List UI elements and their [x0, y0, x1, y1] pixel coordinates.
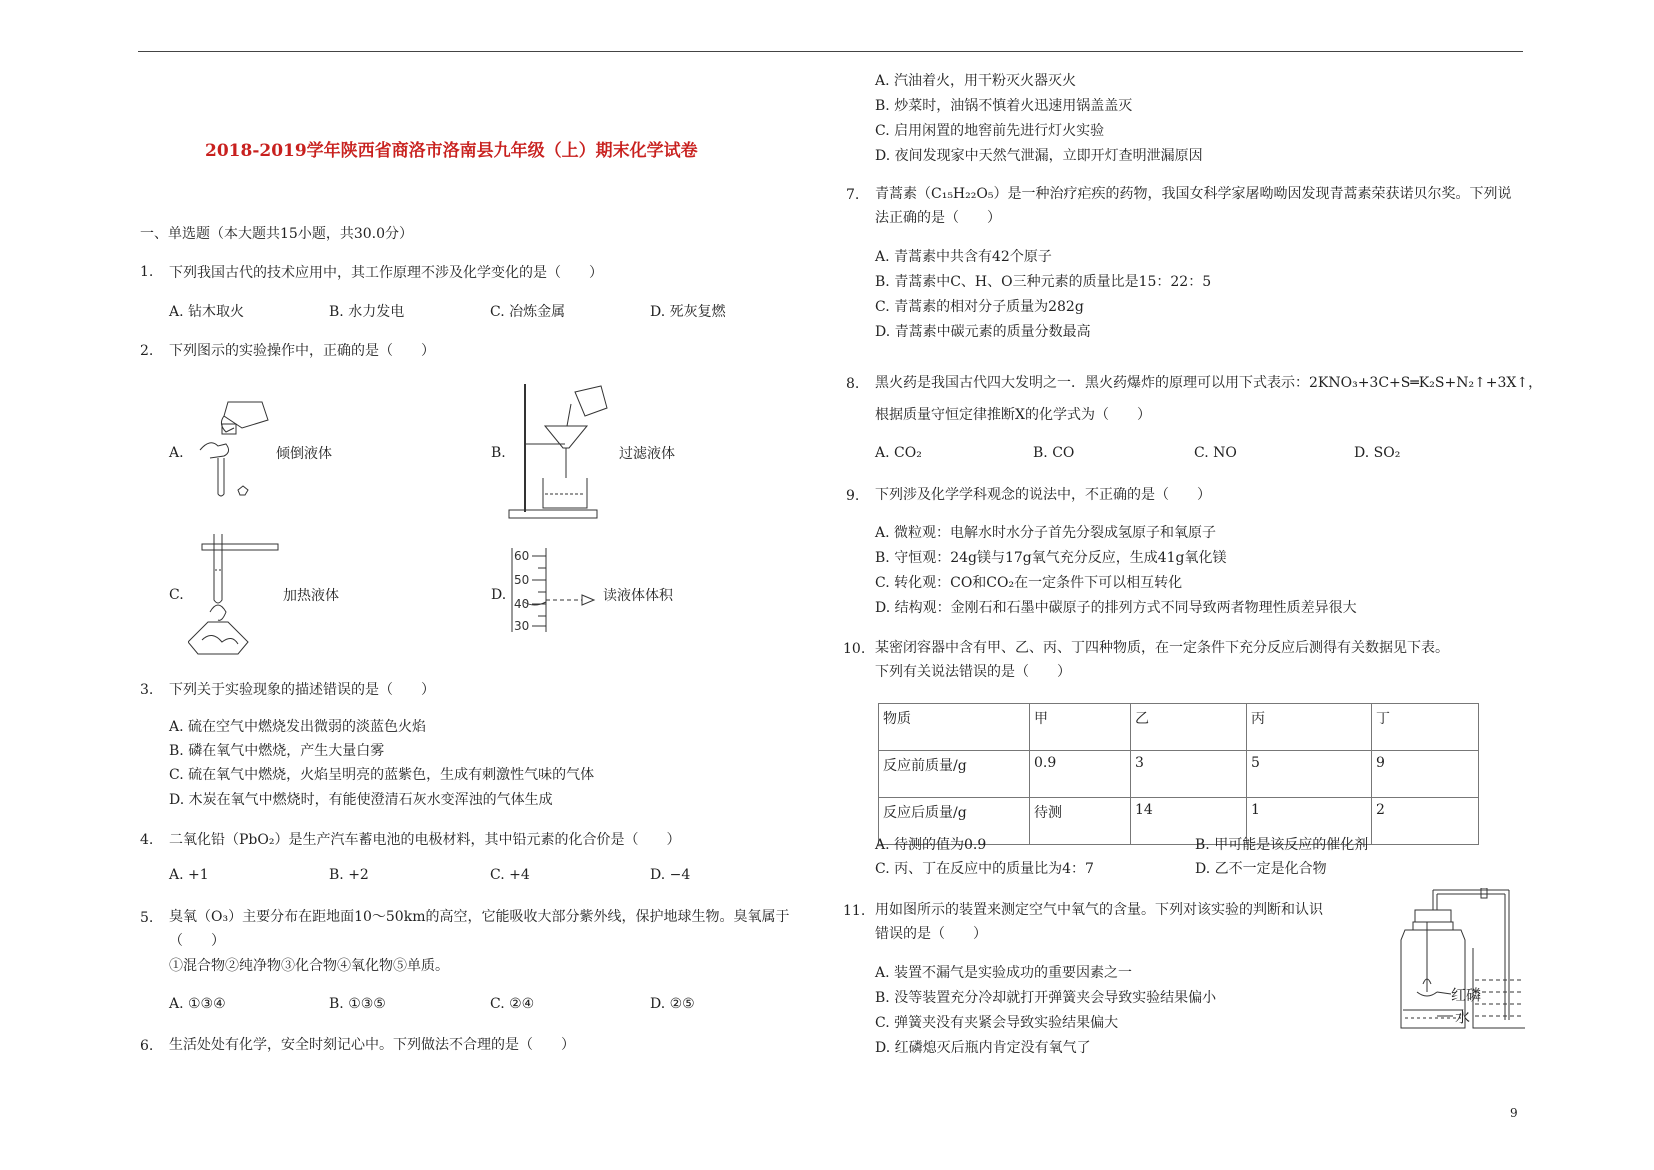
- q8-option-a: A. CO₂: [875, 445, 922, 461]
- tick-label-60: 60: [514, 549, 530, 563]
- q5-number: 5.: [140, 910, 154, 926]
- page-title: 2018-2019学年陕西省商洛市洛南县九年级（上）期末化学试卷: [205, 141, 698, 161]
- q3-option-c: C. 硫在氧气中燃烧，火焰呈明亮的蓝紫色，生成有刺激性气味的气体: [169, 767, 595, 783]
- table-cell: 乙: [1131, 704, 1247, 751]
- q10-option-b: B. 甲可能是该反应的催化剂: [1195, 837, 1369, 853]
- q11-option-c: C. 弹簧夹没有夹紧会导致实验结果偏大: [875, 1015, 1119, 1031]
- q3-option-d: D. 木炭在氧气中燃烧时，有能使澄清石灰水变浑浊的气体生成: [169, 792, 553, 808]
- red-phosphorus-label: 红磷: [1451, 986, 1482, 1004]
- q8-option-d: D. SO₂: [1354, 445, 1401, 461]
- water-label: 水: [1455, 1008, 1471, 1026]
- q2-a-letter: A.: [169, 445, 184, 461]
- q7-option-c: C. 青蒿素的相对分子质量为282g: [875, 299, 1084, 315]
- q4-option-b: B. +2: [329, 867, 369, 883]
- q9-number: 9.: [846, 488, 860, 504]
- filter-figure: [505, 382, 620, 522]
- table-row: [879, 704, 1479, 751]
- q3-number: 3.: [140, 682, 154, 698]
- q11-option-a: A. 装置不漏气是实验成功的重要因素之一: [875, 965, 1133, 981]
- q10-option-a: A. 待测的值为0.9: [875, 837, 987, 853]
- top-rule: [138, 51, 1523, 52]
- q9-option-d: D. 结构观：金刚石和石墨中碳原子的排列方式不同导致两者物理性质差异很大: [875, 600, 1357, 616]
- q8-stem: 黑火药是我国古代四大发明之一．黑火药爆炸的原理可以用下式表示：2KNO₃+3C+S═K₂S+N₂↑+3X↑，: [875, 375, 1543, 391]
- table-cell: 甲: [1030, 704, 1131, 751]
- q9-stem: 下列涉及化学学科观念的说法中，不正确的是（ ）: [875, 487, 1211, 503]
- table-cell: 反应前质量/g: [879, 751, 1030, 798]
- q4-option-a: A. +1: [169, 867, 209, 883]
- heat-liquid-figure: [188, 530, 288, 658]
- table-cell: 2: [1372, 798, 1479, 845]
- q2-stem: 下列图示的实验操作中，正确的是（ ）: [169, 343, 435, 359]
- q7-stem-cont: 法正确的是（ ）: [875, 210, 1001, 226]
- table-cell: 物质: [879, 704, 1030, 751]
- q7-option-b: B. 青蒿素中C、H、O三种元素的质量比是15：22：5: [875, 274, 1212, 290]
- q7-option-a: A. 青蒿素中共含有42个原子: [875, 249, 1052, 265]
- q6-option-c: C. 启用闲置的地窖前先进行灯火实验: [875, 123, 1105, 139]
- q1-option-c: C. 冶炼金属: [490, 304, 566, 320]
- q2-d-letter: D.: [491, 587, 507, 603]
- q11-option-d: D. 红磷熄灭后瓶内肯定没有氧气了: [875, 1040, 1091, 1056]
- q3-option-b: B. 磷在氧气中燃烧，产生大量白雾: [169, 743, 385, 759]
- q1-stem: 下列我国古代的技术应用中，其工作原理不涉及化学变化的是（ ）: [169, 265, 603, 281]
- table-cell: 反应后质量/g: [879, 798, 1030, 845]
- q11-stem-cont: 错误的是（ ）: [875, 926, 987, 942]
- q2-b-label: 过滤液体: [619, 446, 675, 462]
- read-volume-figure: [510, 548, 610, 634]
- tick-label-30: 30: [514, 619, 530, 633]
- q2-c-letter: C.: [169, 587, 184, 603]
- q6-stem: 生活处处有化学，安全时刻记心中。下列做法不合理的是（ ）: [169, 1037, 575, 1053]
- q2-a-label: 倾倒液体: [276, 446, 332, 462]
- oxygen-apparatus-figure: [1365, 888, 1525, 1038]
- q1-option-b: B. 水力发电: [329, 304, 405, 320]
- q7-number: 7.: [846, 187, 860, 203]
- pour-liquid-figure: [190, 398, 275, 498]
- q4-option-c: C. +4: [490, 867, 530, 883]
- q2-c-label: 加热液体: [283, 588, 339, 604]
- q1-option-d: D. 死灰复燃: [650, 304, 726, 320]
- q4-number: 4.: [140, 832, 154, 848]
- q11-stem: 用如图所示的装置来测定空气中氧气的含量。下列对该实验的判断和认识: [875, 902, 1323, 918]
- table-cell: 待测: [1030, 798, 1131, 845]
- q5-option-d: D. ②⑤: [650, 996, 695, 1012]
- q7-stem: 青蒿素（C₁₅H₂₂O₅）是一种治疗疟疾的药物，我国女科学家屠呦呦因发现青蒿素荣获诺贝尔奖。下列说: [875, 186, 1512, 202]
- tick-label-40: 40: [514, 597, 530, 611]
- q3-stem: 下列关于实验现象的描述错误的是（ ）: [169, 682, 435, 698]
- table-cell: 1: [1247, 798, 1372, 845]
- q5-option-a: A. ①③④: [169, 996, 226, 1012]
- table-cell: 丙: [1247, 704, 1372, 751]
- table-cell: 0.9: [1030, 751, 1131, 798]
- q10-stem: 某密闭容器中含有甲、乙、丙、丁四种物质，在一定条件下充分反应后测得有关数据见下表。: [875, 640, 1449, 656]
- q8-option-c: C. NO: [1194, 445, 1237, 461]
- q3-option-a: A. 硫在空气中燃烧发出微弱的淡蓝色火焰: [169, 719, 427, 735]
- q4-stem: 二氧化铅（PbO₂）是生产汽车蓄电池的电极材料，其中铅元素的化合价是（ ）: [169, 832, 681, 848]
- q1-option-a: A. 钻木取火: [169, 304, 245, 320]
- q5-option-c: C. ②④: [490, 996, 535, 1012]
- q5-stem-cont: （ ）: [169, 933, 225, 949]
- table-cell: 5: [1247, 751, 1372, 798]
- q10-stem-cont: 下列有关说法错误的是（ ）: [875, 664, 1071, 680]
- mass-table: [878, 703, 1479, 845]
- q5-option-b: B. ①③⑤: [329, 996, 386, 1012]
- table-cell: 3: [1131, 751, 1247, 798]
- q1-number: 1.: [140, 264, 154, 280]
- q9-option-b: B. 守恒观：24g镁与17g氧气充分反应，生成41g氧化镁: [875, 550, 1227, 566]
- q9-option-c: C. 转化观：CO和CO₂在一定条件下可以相互转化: [875, 575, 1183, 591]
- q2-number: 2.: [140, 343, 154, 359]
- q6-option-a: A. 汽油着火，用干粉灭火器灭火: [875, 73, 1077, 89]
- q10-number: 10.: [843, 641, 866, 657]
- q5-stem: 臭氧（O₃）主要分布在距地面10～50km的高空，它能吸收大部分紫外线，保护地球生物。臭氧属于: [169, 909, 790, 925]
- table-cell: 9: [1372, 751, 1479, 798]
- q10-option-c: C. 丙、丁在反应中的质量比为4：7: [875, 861, 1094, 877]
- q4-option-d: D. −4: [650, 867, 691, 883]
- q2-b-letter: B.: [491, 445, 506, 461]
- q11-option-b: B. 没等装置充分冷却就打开弹簧夹会导致实验结果偏小: [875, 990, 1217, 1006]
- q8-option-b: B. CO: [1033, 445, 1075, 461]
- section-heading: 一、单选题（本大题共15小题，共30.0分）: [140, 226, 413, 242]
- table-cell: 14: [1131, 798, 1247, 845]
- q6-option-b: B. 炒菜时，油锅不慎着火迅速用锅盖盖灭: [875, 98, 1133, 114]
- table-cell: 丁: [1372, 704, 1479, 751]
- page-number: 9: [1510, 1106, 1518, 1120]
- q6-number: 6.: [140, 1038, 154, 1054]
- table-row: [879, 751, 1479, 798]
- q11-number: 11.: [843, 903, 866, 919]
- q8-stem-cont: 根据质量守恒定律推断X的化学式为（ ）: [875, 407, 1151, 423]
- q5-items: ①混合物②纯净物③化合物④氧化物⑤单质。: [169, 958, 449, 974]
- q9-option-a: A. 微粒观：电解水时水分子首先分裂成氢原子和氧原子: [875, 525, 1217, 541]
- q2-d-label: 读液体体积: [603, 588, 673, 604]
- q7-option-d: D. 青蒿素中碳元素的质量分数最高: [875, 324, 1091, 340]
- q8-number: 8.: [846, 376, 860, 392]
- tick-label-50: 50: [514, 573, 530, 587]
- q6-option-d: D. 夜间发现家中天然气泄漏，立即开灯查明泄漏原因: [875, 148, 1203, 164]
- q10-option-d: D. 乙不一定是化合物: [1195, 861, 1327, 877]
